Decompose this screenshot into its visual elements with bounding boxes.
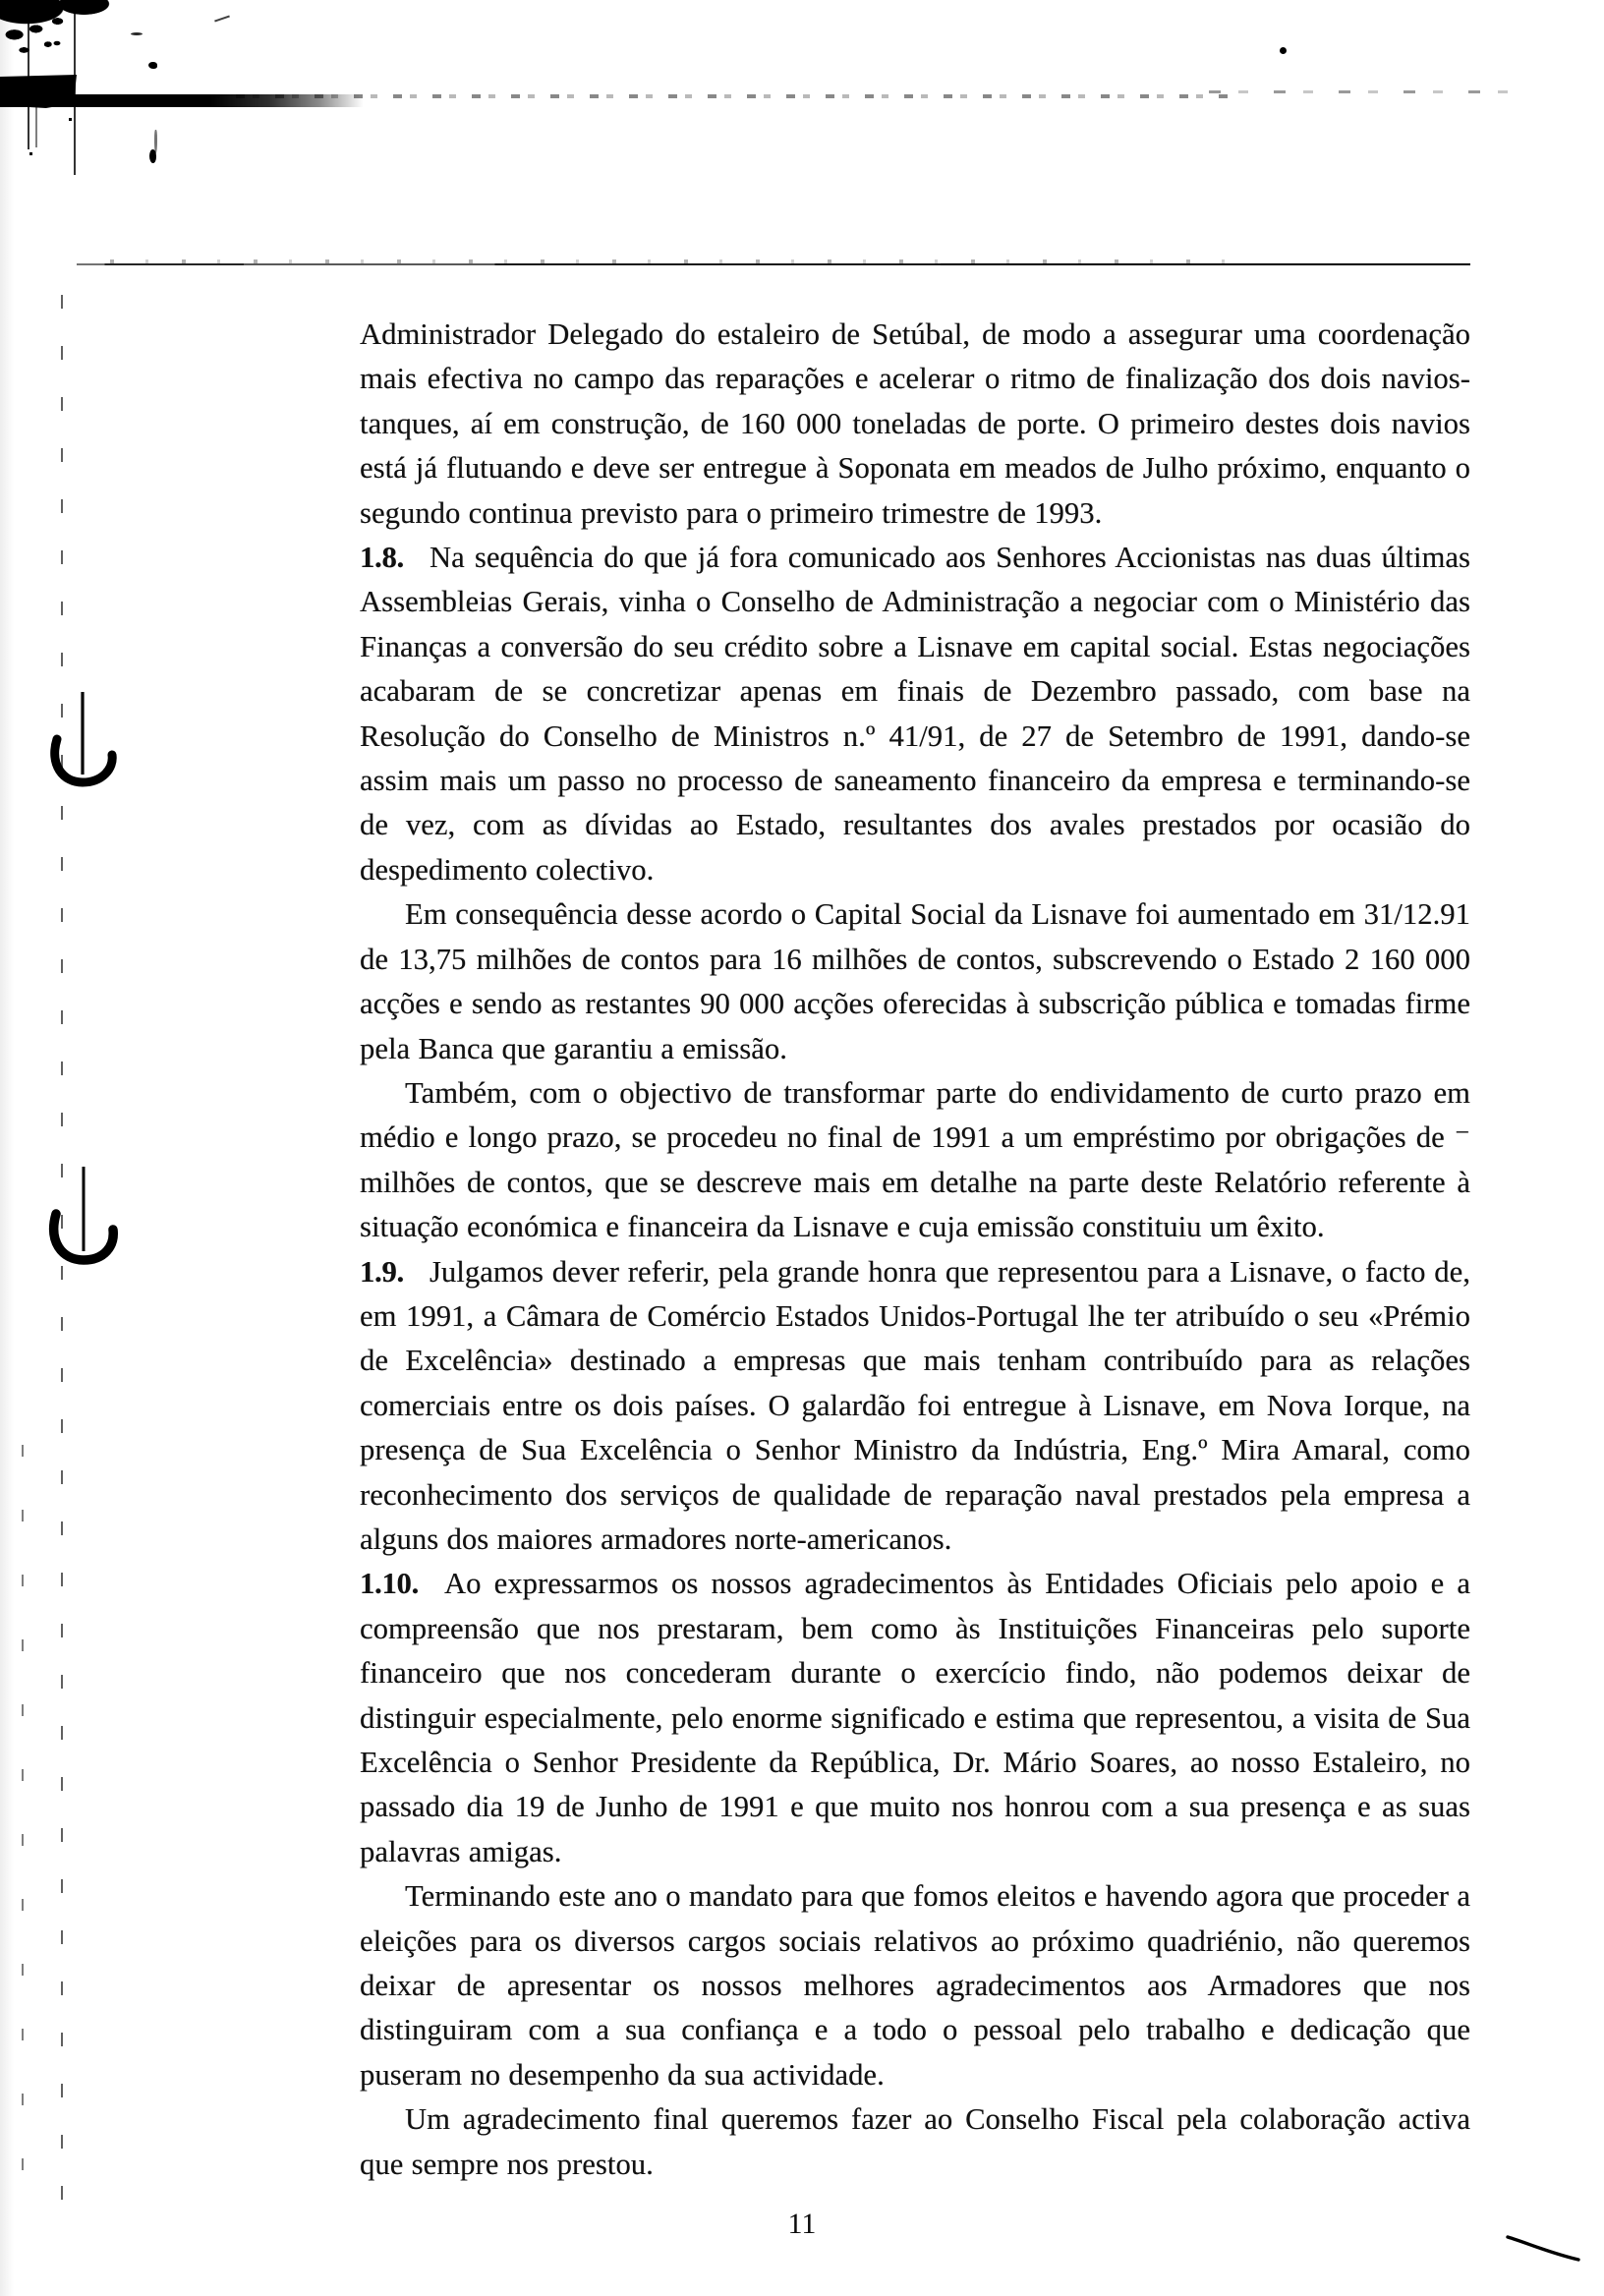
scan-artifact-tick-dot	[131, 32, 143, 35]
paragraph-section-1-9	[360, 1250, 1470, 1563]
scan-artifact-streak-right	[1209, 90, 1533, 93]
paragraph-section-1-10	[360, 1562, 1470, 1874]
margin-hook-mark-icon-secondary	[37, 1165, 128, 1267]
header-horizontal-rule	[77, 263, 1470, 265]
scan-artifact-drip-c	[35, 106, 37, 147]
scan-artifact-speck-a	[74, 94, 77, 97]
scan-artifact-drip-d	[154, 130, 157, 153]
scan-artifact-drip-b	[74, 0, 76, 175]
scan-artifact-dot-top-right	[1280, 47, 1287, 54]
section-number-1-9: 1.9.	[360, 1254, 404, 1289]
scan-artifact-speck-c	[29, 152, 32, 155]
scan-artifact-corner-block	[0, 75, 77, 108]
paragraph-mandato-eleicoes: Terminando este ano o mandato para que fomos eleitos e havendo agora que proceder a eleições para os diversos cargos sociais relativos ao próximo quadriénio, não queremos deixar de apresentar os nossos melhores agradecimentos aos Armadores que nos distinguiram com a sua confiança e a todo o pessoal pelo trabalho e dedicação que puseram no desempenho da sua actividade.	[360, 1879, 1470, 2092]
scan-artifact-ink-dot-upper	[148, 62, 157, 69]
paragraph-emprestimo-obrigacoes: Também, com o objectivo de transformar parte do endividamento de curto prazo em médio e longo prazo, se procedeu no final de 1991 a um empréstimo por obrigações de ⁻ milhões de contos, que se descreve mais em detalhe na parte deste Relatório referente à situação económica e financeira da Lisnave e cuja emissão constituiu um êxito.	[360, 1075, 1470, 1244]
scan-artifact-ink-dot-lower	[149, 149, 156, 163]
page-number: 11	[787, 2208, 817, 2240]
paragraph-section-1-8	[360, 536, 1470, 892]
margin-dotted-guide-line-lower	[22, 1445, 24, 2192]
paragraph-capital-social: Em consequência desse acordo o Capital Social da Lisnave foi aumentado em 31/12.91 de 13,75 milhões de contos para 16 milhões de contos, subscrevendo o Estado 2 160 000 acções e sendo as restantes 90 000 acções oferecidas à subscrição pública e tomadas firme pela Banca que garantiu a emissão.	[360, 897, 1470, 1065]
page-edge-shading	[0, 0, 14, 2296]
section-number-1-10: 1.10.	[360, 1567, 420, 1601]
section-number-1-8: 1.8.	[360, 541, 404, 575]
scan-artifact-streak-dotted	[118, 94, 1229, 98]
scan-artifact-speck-b	[69, 118, 72, 121]
paragraph-conselho-fiscal: Um agradecimento final queremos fazer ao Conselho Fiscal pela colaboração activa que sempre nos prestou.	[360, 2102, 1470, 2181]
body-text-column	[360, 313, 1470, 2187]
section-body-1-9: Julgamos dever referir, pela grande honra que representou para a Lisnave, o facto de, em 1991, a Câmara de Comércio Estados Unidos-Portugal lhe ter atribuído o seu «Prémio de Excelência» destinado a empresas que mais tenham contribuído para as relações comerciais entre os dois países. O galardão foi entregue à Lisnave, em Nova Iorque, na presença de Sua Excelência o Senhor Ministro da Indústria, Eng.º Mira Amaral, como reconhecimento dos serviços de qualidade de reparação naval prestados pela empresa a alguns dos maiores armadores norte-americanos.	[360, 1254, 1470, 1556]
scan-artifact-streak-primary	[0, 94, 364, 107]
paragraph-continuation: Administrador Delegado do estaleiro de Setúbal, de modo a assegurar uma coordenação mais efectiva no campo das reparações e acelerar o ritmo de finalização dos dois navios-tanques, aí em construção, de 160 000 toneladas de porte. O primeiro destes dois navios está já flutuando e deve ser entregue à Soponata em meados de Julho próximo, enquanto o segundo continua previsto para o primeiro trimestre de 1993.	[360, 317, 1470, 530]
scan-artifact-drip-a	[28, 0, 29, 149]
section-body-1-10: Ao expressarmos os nossos agradecimentos às Entidades Oficiais pelo apoio e a compreensão que nos prestaram, bem como às Instituições Financeiras pelo suporte financeiro que nos concederam durante o exercício findo, não podemos deixar de distinguir especialmente, pelo enorme significado e estima que representou, a visita de Sua Excelência o Senhor Presidente da República, Dr. Mário Soares, ao nosso Estaleiro, no passado dia 19 de Junho de 1991 e que muito nos honrou com a sua presença e as suas palavras amigas.	[360, 1567, 1470, 1868]
margin-hook-mark-icon	[37, 688, 128, 790]
scan-artifact-corner-smudge	[0, 0, 120, 96]
scan-artifact-tick-slash	[214, 15, 230, 22]
section-body-1-8: Na sequência do que já fora comunicado aos Senhores Accionistas nas duas últimas Assembleias Gerais, vinha o Conselho de Administração a negociar com o Ministério das Finanças a conversão do seu crédito sobre a Lisnave em capital social. Estas negociações acabaram de se concretizar apenas em finais de Dezembro passado, com base na Resolução do Conselho de Ministros n.º 41/91, de 27 de Setembro de 1991, dando-se assim mais um passo no processo de saneamento financeiro da empresa e terminando-se de vez, com as dívidas ao Estado, resultantes dos avales prestados por ocasião do despedimento colectivo.	[360, 541, 1470, 887]
